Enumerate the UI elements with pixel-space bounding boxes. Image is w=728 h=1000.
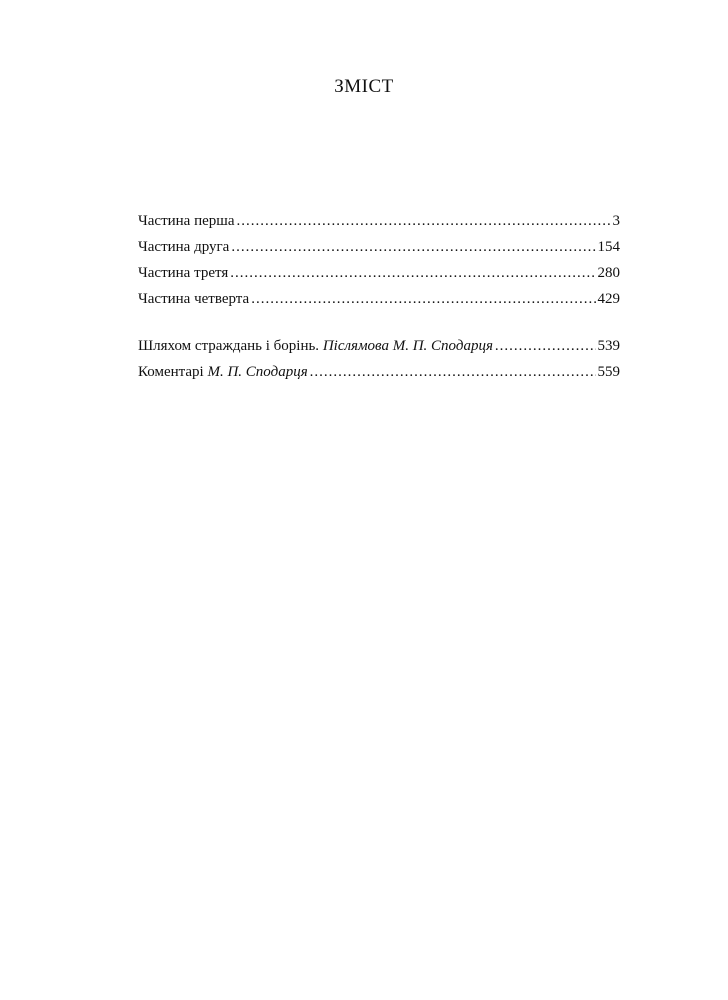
toc-page-number: 3: [612, 213, 620, 229]
toc-entry-label: Частина перша: [138, 213, 235, 229]
toc-page-number: 280: [597, 265, 620, 281]
toc-entry-label: Частина четверта: [138, 291, 250, 307]
toc-entry[interactable]: [138, 359, 620, 385]
toc-entry[interactable]: [138, 260, 620, 286]
toc-entry-title: Коментарі: [138, 364, 204, 380]
page-title: ЗМІСТ: [334, 76, 394, 97]
toc-parts: [138, 208, 620, 312]
toc-page-number: 539: [597, 338, 620, 354]
toc-entry-author: Післямова М. П. Сподарця: [322, 338, 493, 354]
toc-page-number: 429: [597, 291, 620, 307]
toc-entry-author: М. П. Сподарця: [207, 364, 308, 380]
toc-dot-leader: [251, 286, 595, 312]
toc-entry[interactable]: [138, 286, 620, 312]
toc-appendix: [138, 333, 620, 385]
toc-entry-label: [138, 333, 493, 359]
toc-entry[interactable]: [138, 333, 620, 359]
toc-entry-title: Шляхом страждань і борінь.: [138, 338, 320, 354]
toc-entry[interactable]: [138, 208, 620, 234]
toc-dot-leader: [231, 234, 595, 260]
toc-dot-leader: [230, 260, 595, 286]
toc-dot-leader: [236, 208, 610, 234]
toc-dot-leader: [495, 333, 596, 359]
toc-page-number: 154: [597, 239, 620, 255]
toc-entry-label: Частина третя: [138, 265, 229, 281]
toc-entry-label: [138, 359, 308, 385]
toc-entry-label: Частина друга: [138, 239, 230, 255]
toc-entry[interactable]: [138, 234, 620, 260]
toc-page-number: 559: [597, 364, 620, 380]
toc-dot-leader: [310, 359, 596, 385]
